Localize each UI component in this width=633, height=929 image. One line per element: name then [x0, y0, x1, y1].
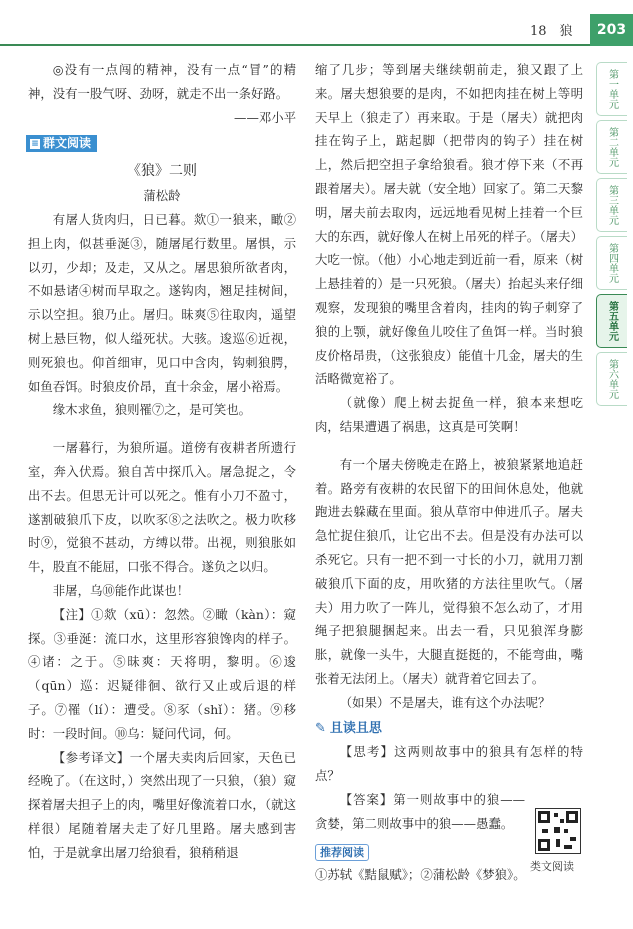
unit-tab-6[interactable]: 第六单元 — [596, 352, 627, 406]
translation-3: 有一个屠夫傍晚走在路上，被狼紧紧地追赶着。路旁有夜耕的农民留下的田间休息处，他就跑进去躲藏在里面。狼从草帘中伸进爪子。屠夫急忙捉住狼爪，让它出不去。但是没有办法可以杀死它。只有一把不到一寸长的小刀，就用刀割破狼爪下面的皮，用吹猪的方法往里吹气。（屠夫）用力吹了一阵儿，觉得狼不怎么动了，才用绳子把狼腿捆起来。出去一看，只见狼浑身膨胀，就像一头牛，大腿直挺挺的，不能弯曲，嘴张着无法闭上。（屠夫）就背着它回去了。 — [315, 456, 583, 686]
article-author: 蒲松龄 — [143, 188, 181, 204]
think-question: 【思考】这两则故事中的狼具有怎样的特点？ — [315, 744, 583, 784]
unit-tab-1[interactable]: 第一单元 — [596, 62, 627, 116]
book-icon: ≡ — [31, 138, 39, 149]
pencil-icon: ✎ — [315, 720, 326, 736]
right-column — [315, 58, 583, 887]
translation-2: （就像）爬上树去捉鱼一样，狼本来想吃肉，结果遭遇了祸患，这真是可笑啊！ — [315, 395, 583, 434]
extend-tag: 推荐阅读 — [315, 844, 369, 861]
unit-tab-2[interactable]: 第二单元 — [596, 120, 627, 174]
header-rule — [0, 44, 590, 46]
article-title: 《狼》二则 — [127, 163, 197, 180]
unit-tab-4[interactable]: 第四单元 — [596, 236, 627, 290]
translation-4: （如果）不是屠夫，谁有这个办法呢？ — [339, 694, 551, 710]
qr-code[interactable] — [535, 808, 581, 854]
left-column — [28, 58, 296, 865]
section-tag: ≡ 群文阅读 — [26, 135, 97, 152]
unit-tabs — [596, 62, 626, 410]
chapter-title: 18 狼 — [530, 24, 573, 39]
page-number: 203 — [590, 14, 633, 46]
unit-tab-5[interactable]: 第五单元 — [596, 294, 627, 348]
qr-label: 类文阅读 — [530, 860, 574, 873]
extend-text: ①苏轼《黠鼠赋》；②蒲松龄《梦狼》。 — [315, 867, 526, 883]
text-paragraph-1: 有屠人货肉归，日已暮。欻①一狼来，瞰②担上肉，似甚垂涎③，随屠尾行数里。屠惧，示以刃，少却；及走，又从之。屠思狼所欲者肉，不如悬诸④树而早取之。遂钩肉，翘足挂树间，示以空担。狼乃止。屠归。昧爽⑤往取肉，遥望树上悬巨物，似人缢死状。大骇。逡巡⑥近视，则死狼也。仰首细审，见口中含肉，钩刺狼腭，如鱼吞饵。时狼皮价昂，直十余金，屠小裕焉。 — [28, 211, 296, 394]
text-paragraph-2: 缘木求鱼，狼则罹⑦之，是可笑也。 — [52, 402, 252, 418]
answer: 【答案】第一则故事中的狼——贪婪，第二则故事中的狼——愚蠢。 — [315, 791, 525, 831]
translation-1: 缩了几步；等到屠夫继续朝前走，狼又跟了上来。屠夫想狼要的是肉，不如把肉挂在树上等明天早上（狼走了）再来取。于是（屠夫）就把肉挂在钩子上，踮起脚（把带肉的钩子）挂在树上，然后把空担子拿给狼看。狼才停下来（不再跟着屠夫）。屠夫就（安全地）回家了。第二天黎明，屠夫前去取肉，远远地看见树上挂着一个巨大的东西，就好像人在树上吊死的样子。（屠夫）大吃一惊。（他）小心地走到近前一看，原来（树上悬挂着的）是一只死狼。（屠夫）抬起头来仔细观察，发现狼的嘴里含着肉，挂肉的钩子刺穿了狼的上颚，就好像鱼儿咬住了鱼饵一样。当时狼皮价格昂贵，（这张狼皮）能值十几金，屠夫的生活略微宽裕了。 — [315, 62, 583, 387]
notes: 【注】①欻（xū）：忽然。②瞰（kàn）：窥探。③垂涎：流口水，这里形容狼馋肉的样子。④诸：之于。⑤昧爽：天将明，黎明。⑥逡（qūn）巡：迟疑徘徊、欲行又止或后退的样子。⑦罹（lí）：遭受。⑧豕（shǐ）：猪。⑨移时：一段时间。⑩乌：疑问代词，何。 — [28, 606, 296, 741]
quote-author: ——邓小平 — [234, 109, 296, 125]
text-paragraph-4: 非屠，乌⑩能作此谋也！ — [52, 582, 190, 598]
translation-start: 【参考译文】一个屠夫卖肉后回家，天色已经晚了。（在这时，）突然出现了一只狼，（狼）窥探着屠夫担子上的肉，嘴里好像流着口水，（就这样很）尾随着屠夫走了好几里路。屠夫感到害怕，于是就拿出屠刀给狼看，狼稍稍退 — [28, 749, 296, 860]
section2-tag: ✎ 且读且思 — [315, 717, 583, 741]
unit-tab-3[interactable]: 第三单元 — [596, 178, 627, 232]
quote: ◎没有一点闯的精神，没有一点“冒”的精神，没有一股气呀、劲呀，就走不出一条好路。 — [28, 62, 296, 101]
text-paragraph-3: 一屠暮行，为狼所逼。道傍有夜耕者所遗行室，奔入伏焉。狼自苫中探爪入。屠急捉之，令出不去。但思无计可以死之。惟有小刀不盈寸，遂割破狼爪下皮，以吹豕⑧之法吹之。极力吹移时⑨，觉狼不甚动，方缚以带。出视，则狼胀如牛，股直不能屈，口张不得合。遂负之以归。 — [28, 440, 296, 575]
